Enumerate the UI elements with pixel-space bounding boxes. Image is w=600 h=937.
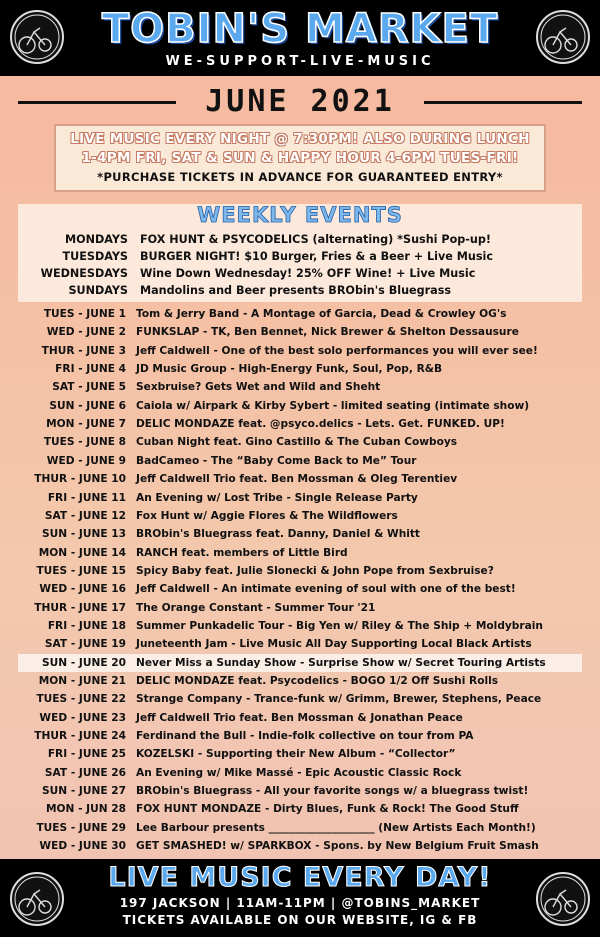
weekly-desc: FOX HUNT & PSYCODELICS (alternating) *Sushi Pop-up! bbox=[140, 233, 491, 246]
event-description: The Orange Constant - Summer Tour '21 bbox=[136, 601, 376, 614]
event-date: TUES - JUNE 29 bbox=[36, 821, 126, 834]
event-date: TUES - JUNE 8 bbox=[43, 436, 126, 449]
event-date: FRI - JUNE 25 bbox=[47, 748, 126, 761]
weekly-day: TUESDAYS bbox=[62, 250, 128, 263]
ticket-notice: *PURCHASE TICKETS IN ADVANCE FOR GUARANTEED ENTRY* bbox=[97, 170, 503, 184]
event-row bbox=[18, 489, 582, 507]
event-row bbox=[18, 745, 582, 763]
event-description: RANCH feat. members of Little Bird bbox=[136, 546, 348, 559]
event-date: MON - JUNE 21 bbox=[38, 675, 126, 687]
month-title: JUNE 2021 bbox=[205, 84, 395, 119]
event-date: TUES - JUNE 15 bbox=[36, 564, 126, 577]
event-description: Fox Hunt w/ Aggie Flores & The Wildflowers bbox=[136, 509, 398, 522]
event-row bbox=[18, 727, 582, 745]
event-date: THUR - JUNE 3 bbox=[41, 344, 126, 357]
event-description: Jeff Caldwell - One of the best solo performances you will ever see! bbox=[136, 344, 538, 357]
event-row bbox=[18, 672, 582, 690]
weekly-events-box bbox=[18, 204, 582, 302]
event-description: BRObin's Bluegrass feat. Danny, Daniel & Whitt bbox=[136, 528, 420, 541]
event-description: JD Music Group - High-Energy Funk, Soul, Pop, R&B bbox=[136, 363, 443, 376]
event-date: WED - JUNE 16 bbox=[39, 583, 126, 596]
event-description: BRObin's Bluegrass - All your favorite songs w/ a bluegrass twist! bbox=[136, 785, 529, 798]
event-description: GET SMASHED! w/ SPARKBOX - Spons. by New Belgium Fruit Smash bbox=[136, 840, 539, 853]
event-date: SAT - JUNE 19 bbox=[44, 638, 126, 651]
event-description: FUNKSLAP - TK, Ben Bennet, Nick Brewer & Shelton Dessausure bbox=[136, 326, 519, 339]
weekly-row bbox=[18, 282, 582, 300]
event-date: THUR - JUNE 10 bbox=[34, 473, 126, 486]
event-description: FOX HUNT MONDAZE - Dirty Blues, Funk & Rock! The Good Stuff bbox=[136, 803, 519, 816]
event-description: Ferdinand the Bull - Indie-folk collective on tour from PA bbox=[136, 730, 474, 743]
weekly-events-title: WEEKLY EVENTS bbox=[197, 203, 403, 227]
info-box bbox=[54, 124, 546, 192]
event-description: Summer Punkadelic Tour - Big Yen w/ Riley & The Ship + Moldybrain bbox=[136, 619, 543, 632]
event-date: SUN - JUNE 20 bbox=[42, 656, 126, 669]
event-row bbox=[18, 635, 582, 653]
event-row bbox=[18, 764, 582, 782]
event-description: Cuban Night feat. Gino Castillo & The Cuban Cowboys bbox=[136, 436, 458, 449]
event-description: Caiola w/ Airpark & Kirby Sybert - limited seating (intimate show) bbox=[136, 399, 530, 412]
event-row bbox=[18, 452, 582, 470]
weekly-desc: Wine Down Wednesday! 25% OFF Wine! + Live Music bbox=[140, 267, 476, 280]
event-date: FRI - JUNE 11 bbox=[47, 491, 126, 504]
event-row bbox=[18, 360, 582, 378]
page-title: TOBIN'S MARKET bbox=[101, 6, 499, 52]
event-description: Never Miss a Sunday Show - Surprise Show w/ Secret Touring Artists bbox=[136, 656, 546, 669]
event-date: WED - JUNE 9 bbox=[46, 454, 126, 467]
event-row bbox=[18, 654, 582, 672]
weekly-row bbox=[18, 231, 582, 249]
event-row bbox=[18, 525, 582, 543]
event-date: WED - JUNE 30 bbox=[39, 840, 126, 853]
event-row bbox=[18, 470, 582, 488]
event-row bbox=[18, 378, 582, 396]
event-row bbox=[18, 617, 582, 635]
event-description: BadCameo - The “Baby Come Back to Me” Tour bbox=[136, 454, 417, 467]
weekly-row bbox=[18, 248, 582, 266]
event-date: MON - JUNE 7 bbox=[46, 418, 126, 431]
weekly-desc: Mandolins and Beer presents BRObin's Bluegrass bbox=[140, 284, 452, 297]
event-description: An Evening w/ Mike Massé - Epic Acoustic Classic Rock bbox=[136, 766, 462, 779]
event-date: WED - JUNE 23 bbox=[39, 711, 126, 724]
event-row bbox=[18, 782, 582, 800]
weekly-row bbox=[18, 265, 582, 283]
event-row bbox=[18, 397, 582, 415]
event-description: Jeff Caldwell - An intimate evening of soul with one of the best! bbox=[136, 583, 516, 596]
event-date: TUES - JUNE 1 bbox=[43, 308, 126, 320]
event-date: SAT - JUNE 5 bbox=[52, 381, 126, 394]
event-date: WED - JUNE 2 bbox=[46, 326, 126, 339]
event-row bbox=[18, 415, 582, 433]
event-date: THUR - JUNE 24 bbox=[34, 730, 126, 743]
event-row bbox=[18, 580, 582, 598]
page-subtitle: WE-SUPPORT-LIVE-MUSIC bbox=[165, 54, 435, 69]
event-description: Spicy Baby feat. Julie Slonecki & John Pope from Sexbruise? bbox=[136, 564, 494, 577]
event-row bbox=[18, 819, 582, 837]
event-row bbox=[18, 709, 582, 727]
weekly-day: MONDAYS bbox=[64, 233, 128, 246]
weekly-desc: BURGER NIGHT! $10 Burger, Fries & a Beer + Live Music bbox=[140, 250, 493, 263]
event-row bbox=[18, 433, 582, 451]
event-description: Sexbruise? Gets Wet and Wild and Sheht bbox=[136, 381, 381, 394]
event-description: Jeff Caldwell Trio feat. Ben Mossman & Oleg Terentiev bbox=[136, 473, 458, 486]
info-line: 1-4PM FRI, SAT & SUN & HAPPY HOUR 4-6PM TUES-FRI! bbox=[81, 150, 519, 166]
event-row bbox=[18, 690, 582, 708]
event-date: MON - JUN 28 bbox=[45, 803, 126, 816]
event-row bbox=[18, 507, 582, 525]
event-description: KOZELSKI - Supporting their New Album - “Collector” bbox=[136, 748, 456, 761]
month-heading bbox=[18, 84, 582, 119]
event-row bbox=[18, 342, 582, 360]
event-date: SAT - JUNE 26 bbox=[44, 766, 126, 779]
event-description: An Evening w/ Lost Tribe - Single Release Party bbox=[136, 491, 418, 504]
info-line: LIVE MUSIC EVERY NIGHT @ 7:30PM! ALSO DURING LUNCH bbox=[70, 131, 530, 147]
event-date: FRI - JUNE 4 bbox=[55, 363, 126, 376]
footer-tickets: TICKETS AVAILABLE ON OUR WEBSITE, IG & FB bbox=[122, 913, 478, 927]
event-date: TUES - JUNE 22 bbox=[36, 693, 126, 706]
event-date: SAT - JUNE 12 bbox=[44, 509, 126, 522]
event-description: Lee Barbour presents ____________________ (New Artists Each Month!) bbox=[136, 821, 536, 834]
event-date: SUN - JUNE 6 bbox=[49, 399, 126, 412]
event-row bbox=[18, 323, 582, 341]
event-date: MON - JUNE 14 bbox=[38, 546, 126, 559]
footer-title: LIVE MUSIC EVERY DAY! bbox=[108, 862, 492, 893]
event-description: DELIC MONDAZE feat. Psycodelics - BOGO 1/2 Off Sushi Rolls bbox=[136, 675, 499, 687]
event-row bbox=[18, 837, 582, 855]
event-row bbox=[18, 599, 582, 617]
event-description: Tom & Jerry Band - A Montage of Garcia, Dead & Crowley OG's bbox=[136, 308, 507, 320]
event-description: Juneteenth Jam - Live Music All Day Supporting Local Black Artists bbox=[136, 638, 532, 651]
event-date: SUN - JUNE 13 bbox=[42, 528, 126, 541]
weekly-day: SUNDAYS bbox=[68, 284, 128, 297]
event-description: Jeff Caldwell Trio feat. Ben Mossman & Jonathan Peace bbox=[136, 711, 463, 724]
weekly-day: WEDNESDAYS bbox=[40, 267, 128, 280]
event-row bbox=[18, 800, 582, 818]
event-date: THUR - JUNE 17 bbox=[34, 601, 126, 614]
event-date: FRI - JUNE 18 bbox=[47, 619, 126, 632]
event-row bbox=[18, 305, 582, 323]
event-description: Strange Company - Trance-funk w/ Grimm, Brewer, Stephens, Peace bbox=[136, 693, 542, 706]
event-row bbox=[18, 544, 582, 562]
event-date: SUN - JUNE 27 bbox=[42, 785, 126, 798]
event-description: DELIC MONDAZE feat. @psyco.delics - Lets. Get. FUNKED. UP! bbox=[136, 418, 505, 431]
event-row bbox=[18, 562, 582, 580]
footer-address: 197 JACKSON | 11AM-11PM | @TOBINS_MARKET bbox=[119, 896, 481, 910]
